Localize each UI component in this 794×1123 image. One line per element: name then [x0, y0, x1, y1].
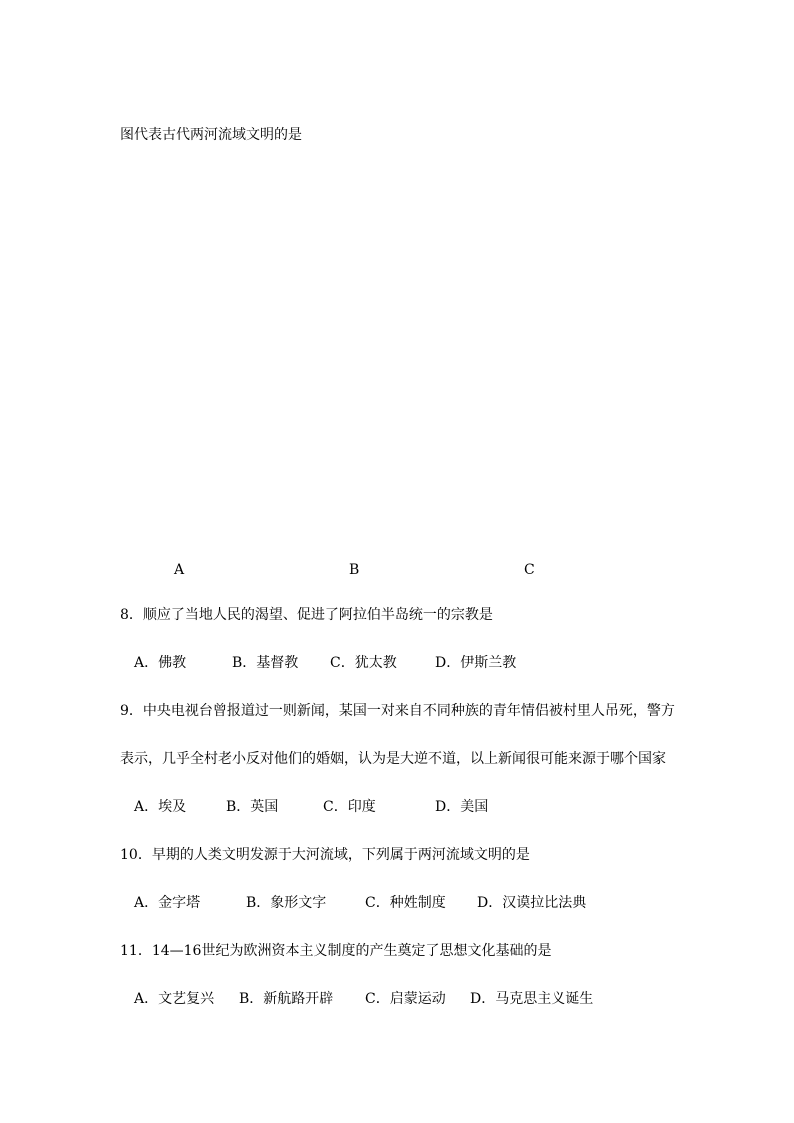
option-b: B．象形文字: [246, 895, 327, 911]
image-label-a: A: [174, 562, 185, 578]
option-d: D．美国: [435, 799, 489, 815]
option-a: A．佛教: [134, 655, 187, 671]
option-a: A．埃及: [134, 799, 187, 815]
image-label-b: B: [349, 562, 360, 578]
question-stem: 9．中央电视台曾报道过一则新闻，某国一对来自不同种族的青年情侣被村里人吊死，警方: [120, 703, 675, 719]
option-d: D．汉谟拉比法典: [477, 895, 587, 911]
question-stem: 10．早期的人类文明发源于大河流域，下列属于两河流域文明的是: [120, 847, 530, 863]
option-b: B．英国: [226, 799, 279, 815]
option-d: D．马克思主义诞生: [470, 991, 594, 1007]
question-stem-continued: 表示，几乎全村老小反对他们的婚姻，认为是大逆不道，以上新闻很可能来源于哪个国家: [120, 751, 666, 767]
option-c: C．种姓制度: [365, 895, 446, 911]
option-c: C．印度: [323, 799, 376, 815]
option-d: D．伊斯兰教: [435, 655, 517, 671]
image-label-c: C: [524, 562, 535, 578]
option-c: C．启蒙运动: [365, 991, 446, 1007]
question-stem: 8．顺应了当地人民的渴望、促进了阿拉伯半岛统一的宗教是: [120, 607, 493, 623]
option-a: A．文艺复兴: [134, 991, 215, 1007]
option-a: A．金字塔: [134, 895, 201, 911]
intro-text: 图代表古代两河流域文明的是: [120, 127, 302, 143]
question-stem: 11．14—16世纪为欧洲资本主义制度的产生奠定了思想文化基础的是: [120, 943, 552, 959]
option-b: B．基督教: [232, 655, 299, 671]
option-b: B．新航路开辟: [239, 991, 334, 1007]
image-placeholder-area: [120, 160, 680, 550]
option-c: C．犹太教: [330, 655, 397, 671]
